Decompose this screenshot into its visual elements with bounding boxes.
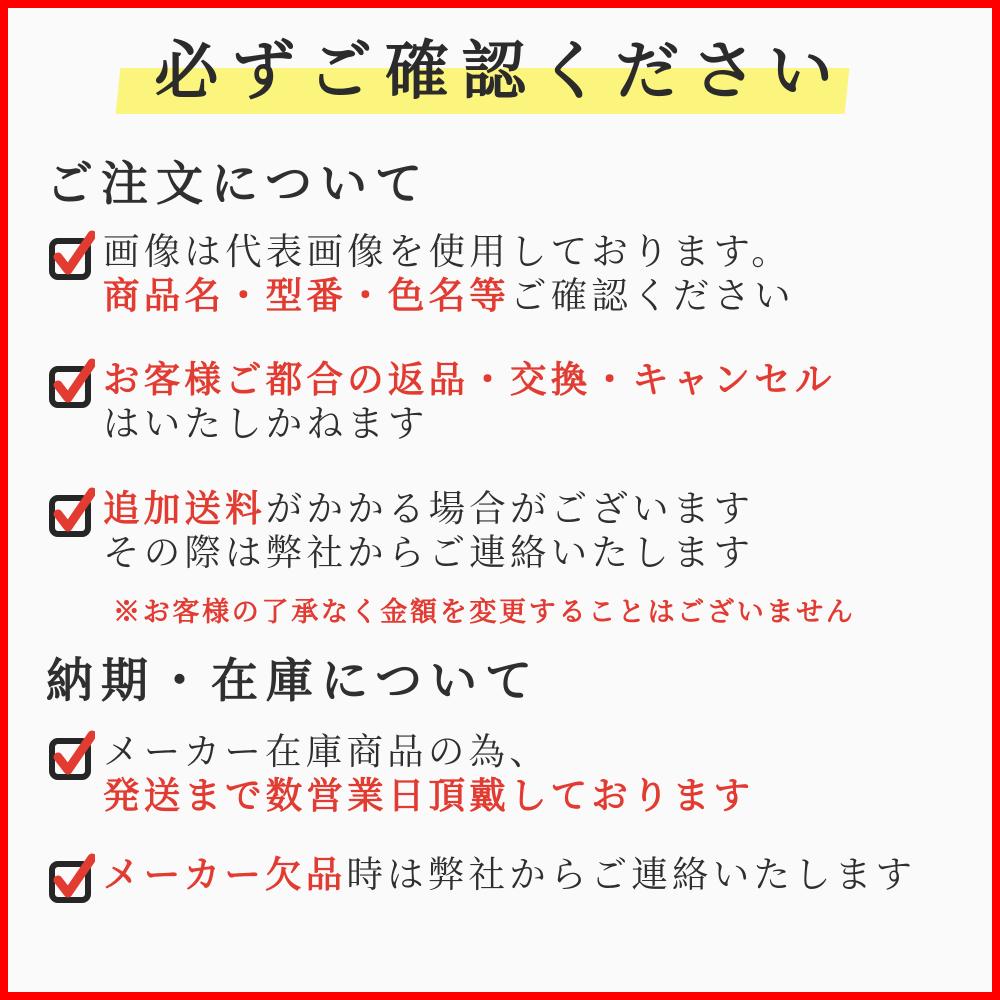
item-text-segment: がかかる場合がございます <box>265 488 755 530</box>
item-line <box>103 487 992 531</box>
item-text-lines <box>103 853 992 897</box>
list-item <box>48 853 992 904</box>
item-text-lines <box>103 358 992 446</box>
item-text-segment-emphasis: 追加送料 <box>103 488 266 530</box>
item-line <box>103 230 992 274</box>
item-text-segment: メーカー在庫商品の為、 <box>103 730 550 772</box>
checkbox-checked-icon <box>48 484 95 538</box>
item-line <box>103 730 992 774</box>
item-line <box>103 274 992 318</box>
item-line <box>103 358 992 402</box>
item-text-segment: はいたしかねます <box>103 402 429 444</box>
list-item <box>48 358 992 446</box>
item-text-segment: その際は弊社からご連絡いたします <box>103 532 755 574</box>
item-note: ※お客様の了承なく金額を変更することはございません <box>113 597 856 628</box>
item-text-lines <box>103 730 992 818</box>
list-item <box>48 230 992 318</box>
item-line <box>103 774 992 818</box>
item-text-segment-emphasis: 発送まで数営業日頂戴しております <box>103 774 755 816</box>
item-text-segment: ご確認ください <box>509 275 795 317</box>
list-item <box>48 487 992 629</box>
item-text-segment-emphasis: 商品名・型番・色名等 <box>103 275 510 317</box>
item-line <box>103 531 992 575</box>
item-text-segment-emphasis: お客様ご都合の返品・交換・キャンセル <box>103 358 836 400</box>
checkbox-checked-icon <box>48 850 95 904</box>
item-text-segment: 画像は代表画像を使用しております。 <box>103 231 792 273</box>
item-text-segment: 時は弊社からご連絡いたします <box>346 854 917 896</box>
checkbox-checked-icon <box>48 355 95 409</box>
checkbox-checked-icon <box>48 227 95 281</box>
page-title <box>154 34 845 110</box>
title-block <box>8 34 992 110</box>
page-title-text: 必ずご確認ください <box>154 36 846 107</box>
item-line <box>103 853 992 897</box>
item-line <box>103 402 992 446</box>
item-text-segment-emphasis: メーカー欠品 <box>103 854 347 896</box>
item-text-lines <box>103 230 992 318</box>
list-item <box>48 730 992 818</box>
item-text-lines <box>103 487 992 629</box>
section-heading-orders: ご注文について <box>46 158 430 211</box>
section-heading-stock: 納期・在庫について <box>46 656 540 709</box>
checkbox-checked-icon <box>48 727 95 781</box>
